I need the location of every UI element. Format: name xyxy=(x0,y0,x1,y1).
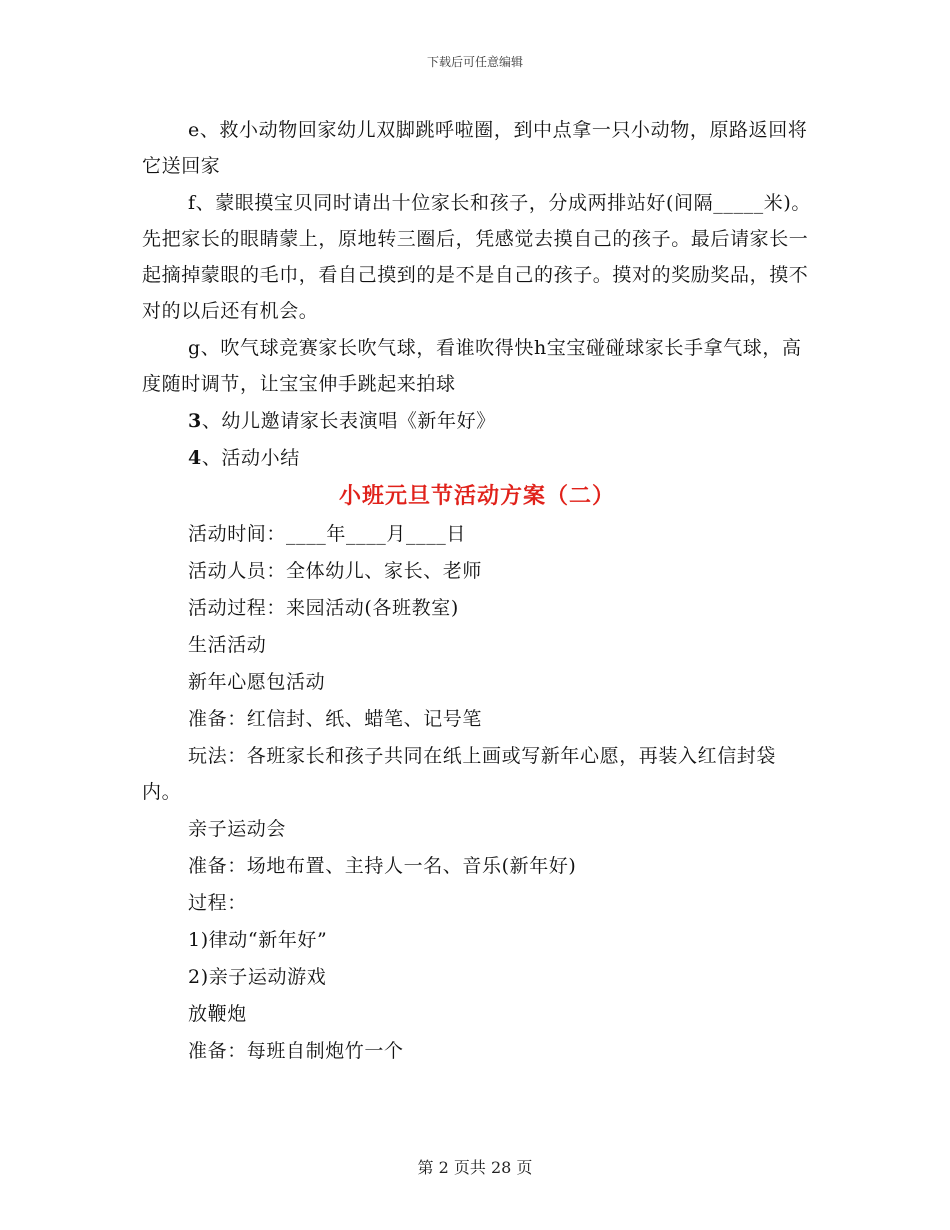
paragraph-item-4 xyxy=(142,440,812,476)
item-text: 、幼儿邀请家长表演唱《新年好》 xyxy=(201,410,496,432)
line-preparation-1: 准备：红信封、纸、蜡笔、记号笔 xyxy=(188,708,483,730)
line-daily-activity: 生活活动 xyxy=(188,634,267,656)
line-preparation-3: 准备：每班自制炮竹一个 xyxy=(188,1040,404,1062)
line-participants: 活动人员：全体幼儿、家长、老师 xyxy=(188,560,483,582)
line-step-1: 1)律动“新年好” xyxy=(188,929,328,951)
item-text: 、活动小结 xyxy=(201,447,300,469)
line-sports-meet: 亲子运动会 xyxy=(188,818,287,840)
line-process-label: 过程： xyxy=(188,892,247,914)
section-title: 小班元旦节活动方案（二） xyxy=(338,483,615,509)
paragraph-item-3 xyxy=(142,403,812,439)
paragraph-blindfold-game: f、蒙眼摸宝贝同时请出十位家长和孩子，分成两排站好(间隔_____米)。先把家长的眼睛蒙上，原地转三圈后，凭感觉去摸自己的孩子。最后请家长一起摘掉蒙眼的毛巾，看自己摸到的是不是自己的孩子。摸对的奖励奖品，摸不对的以后还有机会。 xyxy=(142,192,811,322)
item-number: 4 xyxy=(188,447,202,469)
line-process: 活动过程：来园活动(各班教室) xyxy=(188,597,459,619)
paragraph-play-method: 玩法：各班家长和孩子共同在纸上画或写新年心愿，再装入红信封袋内。 xyxy=(142,745,777,803)
paragraph-rescue-animals: e、救小动物回家幼儿双脚跳呼啦圈，到中点拿一只小动物，原路返回将它送回家 xyxy=(142,119,808,177)
line-preparation-2: 准备：场地布置、主持人一名、音乐(新年好) xyxy=(188,855,577,877)
line-wish-bag: 新年心愿包活动 xyxy=(188,671,326,693)
item-number: 3 xyxy=(188,410,202,432)
paragraph-balloon-game: g、吹气球竞赛家长吹气球，看谁吹得快h宝宝碰碰球家长手拿气球，高度随时调节，让宝宝伸手跳起来拍球 xyxy=(142,337,802,395)
line-activity-time: 活动时间：____年____月____日 xyxy=(188,523,467,545)
line-step-2: 2)亲子运动游戏 xyxy=(188,966,327,988)
page-footer: 第 2 页共 28 页 xyxy=(417,1158,533,1177)
page-header: 下载后可任意编辑 xyxy=(426,55,523,69)
line-firecracker: 放鞭炮 xyxy=(188,1003,247,1025)
document-body xyxy=(142,112,812,1069)
